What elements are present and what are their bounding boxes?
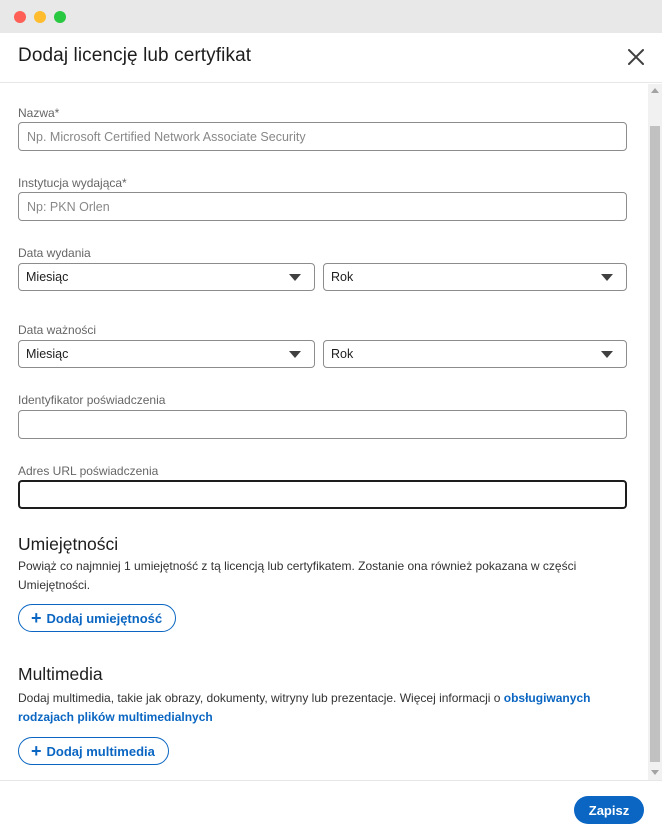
skills-description: Powiąż co najmniej 1 umiejętność z tą licencją lub certyfikatem. Zostanie ona również pokazana w części Umiejętności. (18, 559, 577, 592)
expiry-year-select[interactable] (323, 340, 627, 368)
expiry-month-value: Miesiąc (26, 347, 69, 361)
window-close-dot[interactable] (14, 11, 26, 23)
plus-icon: + (31, 608, 42, 628)
dialog-content (0, 84, 648, 780)
chevron-down-icon (289, 351, 301, 358)
issue-year-select[interactable] (323, 263, 627, 291)
add-skill-button[interactable] (18, 604, 176, 632)
window-titlebar (0, 0, 662, 33)
org-input[interactable] (18, 192, 627, 221)
window-zoom-dot[interactable] (54, 11, 66, 23)
issue-date-label: Data wydania (18, 246, 91, 260)
expiry-date-label: Data ważności (18, 323, 97, 337)
media-description (18, 689, 628, 727)
add-media-label: Dodaj multimedia (46, 743, 155, 759)
dialog-title: Dodaj licencję lub certyfikat (18, 45, 252, 66)
scroll-up-icon[interactable] (651, 88, 659, 93)
add-skill-label: Dodaj umiejętność (46, 610, 163, 626)
org-label: Instytucja wydająca* (18, 176, 127, 190)
content-scrollbar[interactable] (648, 84, 662, 780)
issue-year-value: Rok (331, 270, 354, 284)
credential-url-input[interactable] (18, 480, 627, 509)
chevron-down-icon (601, 351, 613, 358)
credential-id-label: Identyfikator poświadczenia (18, 393, 166, 407)
media-description-text: Dodaj multimedia, takie jak obrazy, dokumenty, witryny lub prezentacje. Więcej informacji o (18, 691, 504, 705)
expiry-year-value: Rok (331, 347, 354, 361)
dialog-header (0, 33, 662, 83)
media-title: Multimedia (18, 664, 103, 684)
save-button[interactable]: Zapisz (574, 796, 644, 824)
scroll-down-icon[interactable] (651, 770, 659, 775)
issue-month-select[interactable] (18, 263, 315, 291)
expiry-month-select[interactable] (18, 340, 315, 368)
issue-month-value: Miesiąc (26, 270, 69, 284)
plus-icon: + (31, 741, 42, 761)
skills-title: Umiejętności (18, 534, 119, 554)
add-media-button[interactable] (18, 737, 169, 765)
supported-media-link[interactable]: obsługiwanych rodzajach plików multimedialnych (18, 691, 591, 724)
close-icon[interactable] (624, 45, 648, 69)
window-minimize-dot[interactable] (34, 11, 46, 23)
credential-id-input[interactable] (18, 410, 627, 439)
chevron-down-icon (601, 274, 613, 281)
name-label: Nazwa* (18, 106, 60, 120)
credential-url-label: Adres URL poświadczenia (18, 464, 159, 478)
chevron-down-icon (289, 274, 301, 281)
scrollbar-thumb[interactable] (650, 126, 660, 762)
dialog-footer (0, 780, 662, 833)
name-input[interactable] (18, 122, 627, 151)
